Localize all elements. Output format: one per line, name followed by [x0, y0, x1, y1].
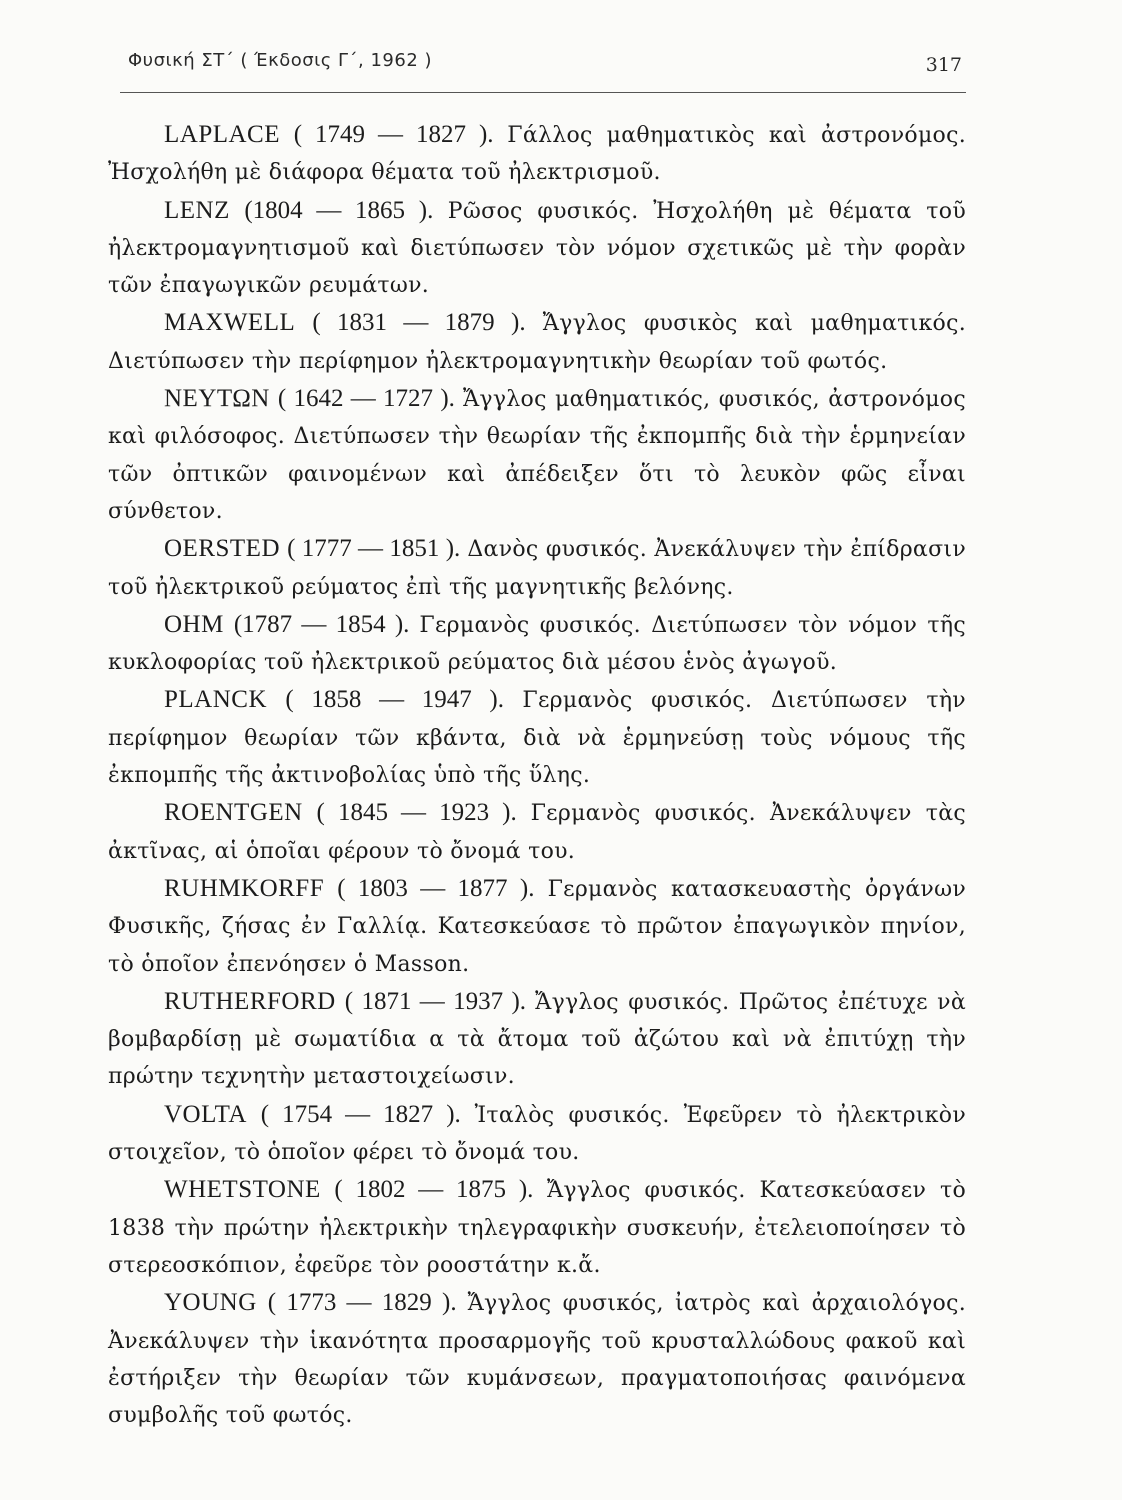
entry-roentgen	[108, 794, 966, 870]
biography-list	[108, 116, 966, 1434]
entry-laplace	[108, 116, 966, 192]
entry-name: PLANCK	[164, 686, 268, 714]
entry-name: RUTHERFORD	[164, 987, 336, 1015]
entry-rutherford	[108, 983, 966, 1096]
entry-text: Ἄγγλος φυσικός. Πρῶτος ἐπέτυχε νὰ βομβαρδίσῃ μὲ σωματίδια α τὰ ἄτομα τοῦ ἀζώτου καὶ νὰ ἐπιτύχῃ τὴν πρώτην τεχνητὴν μεταστοιχείωσιν.	[108, 989, 967, 1090]
entry-dates: ( 1754 — 1827 ).	[260, 1100, 461, 1128]
entry-name: RUHMKORFF	[164, 874, 325, 902]
entry-name: OHM	[164, 610, 224, 638]
entry-text: Ρῶσος φυσικός. Ἠσχολήθη μὲ θέματα τοῦ ἠλεκτρομαγνητισμοῦ καὶ διετύπωσεν τὸν νόμον σχετικῶς μὲ τὴν φορὰν τῶν ἐπαγωγικῶν ρευμάτων.	[108, 198, 966, 299]
entry-ruhmkorff	[108, 870, 966, 983]
entry-maxwell	[108, 304, 966, 380]
entry-dates: ( 1871 — 1937 ).	[344, 987, 527, 1015]
entry-text: Δανὸς φυσικός. Ἀνεκάλυψεν τὴν ἐπίδρασιν τοῦ ἠλεκτρικοῦ ρεύματος ἐπὶ τῆς μαγνητικῆς βελόνης.	[108, 537, 967, 600]
entry-text: Ἄγγλος φυσικός. Κατεσκεύασεν τὸ 1838 τὴν πρώτην ἠλεκτρικὴν τηλεγραφικὴν συσκευήν, ἐτελειοποίησεν τὸ στερεοσκόπιον, ἐφεῦρε τὸν ροοστάτην κ.ἄ.	[108, 1178, 966, 1278]
entry-name: WHETSTONE	[164, 1176, 321, 1204]
running-header	[128, 50, 966, 90]
entry-text: Γερμανὸς φυσικός. Ἀνεκάλυψεν τὰς ἀκτῖνας, αἱ ὁποῖαι φέρουν τὸ ὄνομά του.	[108, 801, 967, 864]
entry-name: YOUNG	[164, 1289, 257, 1317]
header-title: Φυσική ΣΤ΄ ( Έκδοσις Γ΄, 1962 )	[128, 50, 433, 71]
entry-dates: ( 1831 — 1879 ).	[312, 309, 526, 337]
entry-text: Γάλλος μαθηματικὸς καὶ ἀστρονόμος. Ἠσχολήθη μὲ διάφορα θέματα τοῦ ἠλεκτρισμοῦ.	[108, 123, 966, 186]
header-rule	[120, 92, 966, 93]
entry-dates: ( 1749 — 1827 ).	[293, 121, 494, 148]
entry-oersted	[108, 530, 966, 606]
entry-dates: ( 1802 — 1875 ).	[334, 1176, 534, 1204]
entry-dates: ( 1777 — 1851 ).	[287, 535, 461, 563]
entry-volta	[108, 1096, 966, 1172]
page-number: 317	[925, 54, 962, 76]
entry-name: LENZ	[164, 196, 230, 224]
entry-dates: ( 1773 — 1829 ).	[267, 1289, 457, 1317]
entry-text: Γερμανὸς κατασκευαστὴς ὀργάνων Φυσικῆς, ζήσας ἐν Γαλλίᾳ. Κατεσκεύασε τὸ πρῶτον ἐπαγωγικὸν πηνίον, τὸ ὁποῖον ἐπενόησεν ὁ Masson.	[108, 876, 967, 977]
entry-text: Γερμανὸς φυσικός. Διετύπωσεν τὸν νόμον τῆς κυκλοφορίας τοῦ ἠλεκτρικοῦ ρεύματος διὰ μέσου ἑνὸς ἀγωγοῦ.	[108, 612, 966, 676]
entry-text: Γερμανὸς φυσικός. Διετύπωσεν τὴν περίφημον θεωρίαν τῶν κβάντα, διὰ νὰ ἑρμηνεύσῃ τοὺς νόμους τῆς ἐκπομπῆς τῆς ἀκτινοβολίας ὑπὸ τῆς ὕλης.	[108, 688, 966, 789]
entry-dates: ( 1642 — 1727 ).	[277, 385, 455, 413]
entry-young	[108, 1284, 966, 1434]
entry-dates: ( 1858 — 1947 ).	[285, 686, 504, 714]
entry-name: ROENTGEN	[164, 799, 303, 827]
entry-dates: ( 1803 — 1877 ).	[337, 874, 535, 902]
entry-newton	[108, 380, 966, 530]
entry-text: Ἰταλὸς φυσικός. Ἐφεῦρεν τὸ ἠλεκτρικὸν στοιχεῖον, τὸ ὁποῖον φέρει τὸ ὄνομά του.	[108, 1102, 966, 1166]
entry-lenz	[108, 192, 966, 305]
entry-name: VOLTA	[164, 1100, 247, 1128]
entry-dates: ( 1845 — 1923 ).	[316, 799, 517, 827]
entry-name: ΝΕΥΤΩΝ	[164, 385, 270, 413]
entry-dates: (1804 — 1865 ).	[244, 196, 434, 224]
entry-dates: (1787 — 1854 ).	[233, 610, 410, 638]
entry-text: Ἄγγλος μαθηματικός, φυσικός, ἀστρονόμος καὶ φιλόσοφος. Διετύπωσεν τὴν θεωρίαν τῆς ἐκπομπῆς διὰ τὴν ἑρμηνείαν τῶν ὀπτικῶν φαινομένων καὶ ἀπέδειξεν ὅτι τὸ λευκὸν φῶς εἶναι σύνθετον.	[108, 387, 966, 524]
entry-name: OERSTED	[164, 535, 280, 563]
entry-text: Ἄγγλος φυσικὸς καὶ μαθηματικός. Διετύπωσεν τὴν περίφημον ἠλεκτρομαγνητικὴν θεωρίαν τοῦ φωτός.	[108, 311, 967, 374]
entry-text: Ἄγγλος φυσικός, ἰατρὸς καὶ ἀρχαιολόγος. Ἀνεκάλυψεν τὴν ἱκανότητα προσαρμογῆς τοῦ κρυσταλλώδους φακοῦ καὶ ἐστήριξεν τὴν θεωρίαν τῶν κυμάνσεων, πραγματοποιήσας φαινόμενα συμβολῆς τοῦ φωτός.	[108, 1291, 966, 1429]
entry-planck	[108, 681, 966, 794]
entry-name: MAXWELL	[164, 309, 296, 337]
entry-name: LAPLACE	[164, 121, 280, 148]
entry-whetstone	[108, 1171, 966, 1284]
entry-ohm	[108, 606, 966, 682]
